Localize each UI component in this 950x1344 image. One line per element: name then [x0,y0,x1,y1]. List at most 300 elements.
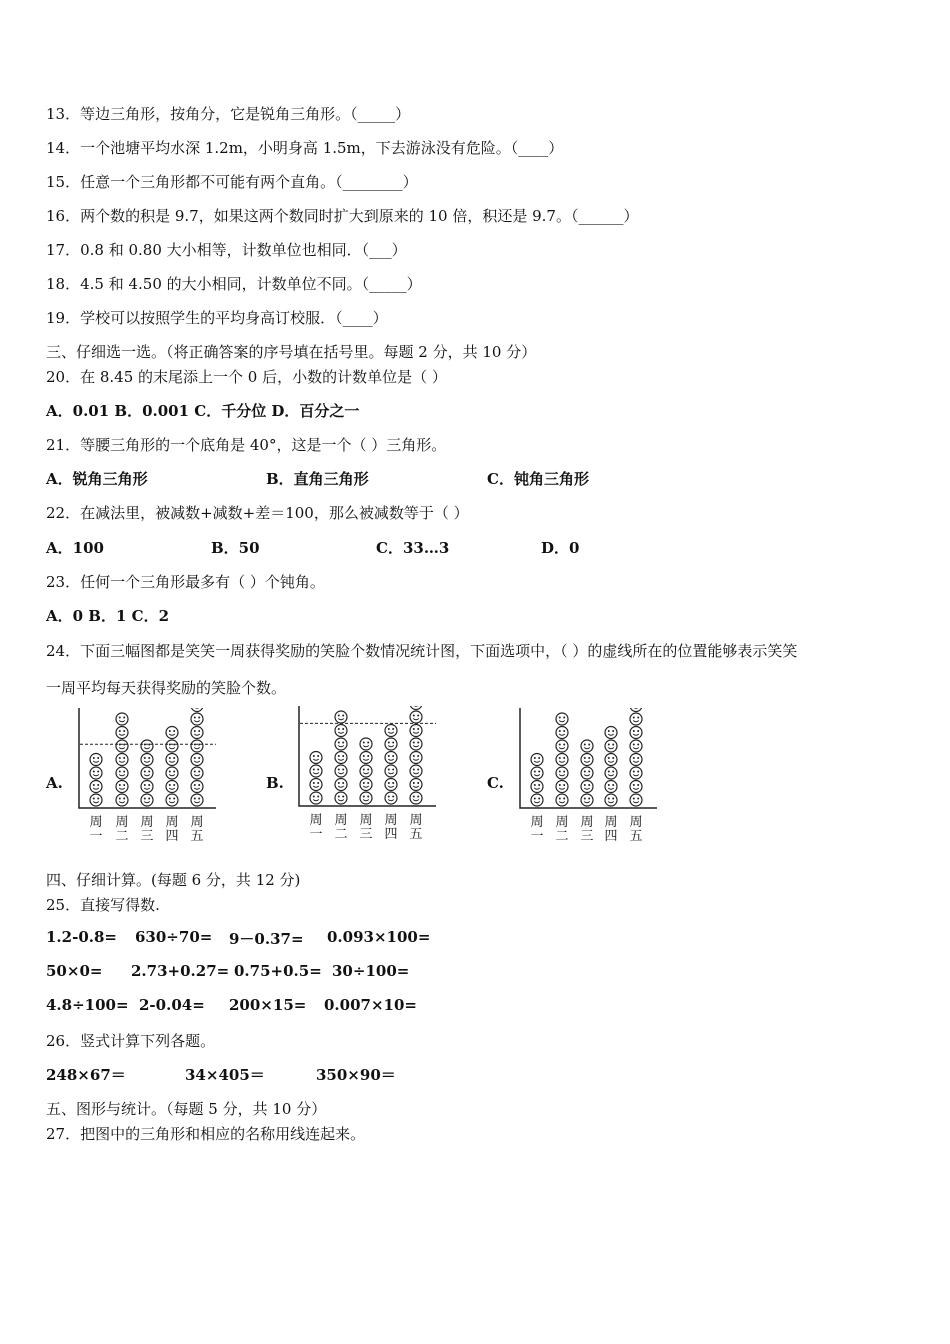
calc-item: 2.73+0.27= [131,962,230,980]
smiley-eye [559,784,561,786]
smiley-eye [534,784,536,786]
smiley-eye [342,742,344,744]
question-22-option-c: C．33…3 [376,539,450,557]
smiley-eye [148,798,150,800]
smiley-eye [388,728,390,730]
smiley-face [556,727,568,739]
smiley-eye [413,715,415,717]
smiley-eye [559,744,561,746]
smiley-eye [413,769,415,771]
smiley-eye [559,717,561,719]
smiley-face [556,794,568,806]
smiley-eye [342,715,344,717]
smiley-eye [338,769,340,771]
smiley-face [116,754,128,766]
smiley-face [605,754,617,766]
smiley-face [90,781,102,793]
smiley-eye [123,717,125,719]
smiley-face [90,754,102,766]
smiley-face [605,727,617,739]
day-label: 周 三 [140,815,154,844]
bar-周五 [630,708,642,806]
smiley-eye [198,798,200,800]
smiley-eye [363,742,365,744]
smiley-eye [633,784,635,786]
smiley-eye [612,798,614,800]
smiley-eye [338,715,340,717]
smiley-eye [563,784,565,786]
smiley-eye [148,744,150,746]
smiley-eye [97,771,99,773]
smiley-eye [559,730,561,732]
question-26: 26．竖式计算下列各题。 [46,1032,216,1050]
calc-item: 9－0.37= [229,930,304,948]
smiley-eye [194,757,196,759]
smiley-eye [588,744,590,746]
smiley-face [166,781,178,793]
smiley-eye [97,798,99,800]
smiley-face [531,767,543,779]
section-5-title: 五、图形与统计。（每题 5 分，共 10 分） [46,1100,327,1118]
smiley-eye [413,755,415,757]
smiley-face [385,779,397,791]
smiley-face [335,765,347,777]
smiley-face [191,754,203,766]
day-label: 周 一 [89,815,103,844]
smiley-eye [367,782,369,784]
calc-item: 0.007×10= [324,996,417,1014]
smiley-face [191,781,203,793]
question-24-line-1: 24．下面三幅图都是笑笑一周获得奖励的笑脸个数情况统计图，下面选项中，（ ）的虚线所在的位置能够表示笑笑 [46,642,798,660]
smiley-eye [123,744,125,746]
vertical-calc-item: 248×67＝ [46,1066,126,1084]
bar-周二 [335,711,347,804]
smiley-face [630,713,642,725]
chart-option-label: B. [266,774,284,792]
smiley-face [410,738,422,750]
smiley-eye [538,798,540,800]
smiley-eye [637,798,639,800]
smiley-eye [563,717,565,719]
smiley-eye [338,728,340,730]
smiley-eye [388,742,390,744]
smiley-face [531,754,543,766]
smiley-eye [93,757,95,759]
day-label: 周 五 [409,813,423,842]
smiley-eye [93,798,95,800]
smiley-eye [173,798,175,800]
day-label: 周 四 [384,813,398,842]
smiley-eye [169,771,171,773]
question-16: 16．两个数的积是 9.7，如果这两个数同时扩大到原来的 10 倍，积还是 9.7。（______） [46,207,639,225]
smiley-face [116,713,128,725]
smiley-face [360,752,372,764]
smiley-eye [584,798,586,800]
calc-item: 30÷100= [332,962,410,980]
smiley-eye [144,798,146,800]
smiley-face [310,792,322,804]
smiley-eye [363,755,365,757]
smiley-face [556,754,568,766]
smiley-eye [363,769,365,771]
smiley-eye [608,784,610,786]
smiley-eye [534,757,536,759]
question-19: 19．学校可以按照学生的平均身高订校服．（____） [46,309,388,327]
question-23-options: A．0 B．1 C．2 [46,607,170,625]
day-label: 周 五 [629,815,643,844]
smiley-eye [144,771,146,773]
section-3-title: 三、仔细选一选。（将正确答案的序号填在括号里。每题 2 分，共 10 分） [46,343,537,361]
chart-option-label: C. [487,774,504,792]
question-22-option-d: D．0 [541,539,580,557]
day-label: 周 二 [115,815,129,844]
smiley-eye [123,757,125,759]
question-14: 14．一个池塘平均水深 1.2m，小明身高 1.5m，下去游泳没有危险。（____） [46,139,564,157]
calc-item: 50×0= [46,962,103,980]
smiley-face [166,727,178,739]
smiley-face [360,738,372,750]
question-13: 13．等边三角形，按角分，它是锐角三角形。（_____） [46,105,411,123]
calc-item: 630÷70= [135,928,213,946]
smiley-eye [173,730,175,732]
smiley-eye [559,798,561,800]
smiley-eye [194,784,196,786]
smiley-eye [313,782,315,784]
question-17: 17．0.8 和 0.80 大小相等，计数单位也相同．（___） [46,241,407,259]
smiley-face [141,754,153,766]
vertical-calc-item: 34×405＝ [185,1066,265,1084]
smiley-face [141,794,153,806]
smiley-eye [612,771,614,773]
calc-item: 2-0.04= [139,996,205,1014]
smiley-eye [342,755,344,757]
smiley-eye [198,771,200,773]
smiley-face [531,781,543,793]
bar-周四 [385,725,397,805]
smiley-eye [363,782,365,784]
smiley-eye [608,744,610,746]
smiley-face [630,794,642,806]
bar-周三 [581,740,593,806]
question-15: 15．任意一个三角形都不可能有两个直角。（________） [46,173,418,191]
calc-item: 0.093×100= [327,928,431,946]
smiley-face [335,711,347,723]
smiley-eye [584,771,586,773]
smiley-face [605,740,617,752]
smiley-eye [93,784,95,786]
smiley-eye [612,757,614,759]
smiley-face [581,754,593,766]
smiley-eye [367,796,369,798]
smiley-eye [169,757,171,759]
smiley-chart-1 [78,708,218,810]
day-label: 周 二 [555,815,569,844]
day-label: 周 一 [309,813,323,842]
smiley-eye [123,798,125,800]
smiley-eye [413,742,415,744]
smiley-eye [608,730,610,732]
smiley-eye [633,717,635,719]
smiley-eye [633,771,635,773]
smiley-eye [119,771,121,773]
smiley-eye [363,796,365,798]
smiley-face [335,738,347,750]
smiley-eye [559,771,561,773]
calc-item: 1.2-0.8= [46,928,117,946]
question-23: 23．任何一个三角形最多有（ ）个钝角。 [46,573,325,591]
smiley-eye [148,771,150,773]
smiley-face [360,765,372,777]
smiley-eye [608,798,610,800]
question-21: 21．等腰三角形的一个底角是 40°，这是一个（ ）三角形。 [46,436,447,454]
smiley-face [581,740,593,752]
smiley-face [360,792,372,804]
question-27: 27．把图中的三角形和相应的名称用线连起来。 [46,1125,366,1143]
smiley-face [605,794,617,806]
smiley-eye [144,757,146,759]
smiley-eye [538,784,540,786]
smiley-face [556,740,568,752]
smiley-eye [584,744,586,746]
smiley-face [141,767,153,779]
smiley-face [556,781,568,793]
smiley-eye [342,728,344,730]
smiley-face [385,765,397,777]
smiley-eye [637,730,639,732]
smiley-eye [123,784,125,786]
bar-周二 [556,713,568,806]
smiley-face [630,740,642,752]
smiley-chart-2 [298,706,438,808]
smiley-face [116,727,128,739]
smiley-eye [317,755,319,757]
smiley-eye [637,771,639,773]
smiley-eye [633,744,635,746]
smiley-face [630,781,642,793]
question-22-option-b: B．50 [211,539,260,557]
smiley-face [116,767,128,779]
smiley-face [581,767,593,779]
day-label: 周 四 [165,815,179,844]
smiley-eye [194,771,196,773]
smiley-eye [338,782,340,784]
smiley-face [410,752,422,764]
smiley-face [410,765,422,777]
smiley-eye [317,769,319,771]
smiley-eye [119,784,121,786]
smiley-face [191,727,203,739]
smiley-eye [559,757,561,759]
smiley-eye [413,796,415,798]
smiley-face [116,781,128,793]
smiley-eye [367,742,369,744]
smiley-eye [342,796,344,798]
question-20: 20．在 8.45 的末尾添上一个 0 后，小数的计数单位是（ ） [46,368,447,386]
smiley-eye [97,757,99,759]
smiley-face [531,794,543,806]
smiley-eye [198,730,200,732]
smiley-face [630,754,642,766]
smiley-face [166,740,178,752]
question-20-options: A．0.01 B．0.001 C．千分位 D．百分之一 [46,402,360,420]
smiley-eye [413,782,415,784]
question-21-option-b: B．直角三角形 [266,470,369,488]
smiley-face [360,779,372,791]
smiley-eye [417,796,419,798]
bar-周三 [360,738,372,804]
day-label: 周 五 [190,815,204,844]
smiley-eye [392,742,394,744]
smiley-eye [612,744,614,746]
smiley-eye [119,730,121,732]
smiley-eye [342,782,344,784]
bar-周四 [166,727,178,807]
day-label: 周 三 [580,815,594,844]
smiley-face [166,754,178,766]
smiley-eye [417,769,419,771]
smiley-eye [417,728,419,730]
smiley-eye [637,744,639,746]
vertical-calc-item: 350×90＝ [316,1066,396,1084]
question-24-line-2: 一周平均每天获得奖励的笑脸个数。 [46,679,287,697]
smiley-eye [119,717,121,719]
chart-svg [78,708,218,810]
smiley-face [385,752,397,764]
smiley-eye [612,784,614,786]
smiley-face [141,740,153,752]
smiley-eye [123,730,125,732]
smiley-eye [637,717,639,719]
smiley-eye [388,755,390,757]
smiley-face [90,794,102,806]
smiley-eye [388,796,390,798]
smiley-eye [198,717,200,719]
smiley-face [191,740,203,752]
smiley-eye [93,771,95,773]
calc-item: 0.75+0.5= [234,962,322,980]
smiley-eye [173,771,175,773]
smiley-face [410,792,422,804]
smiley-eye [169,798,171,800]
smiley-eye [392,782,394,784]
smiley-eye [588,798,590,800]
smiley-face [116,794,128,806]
smiley-face [581,794,593,806]
smiley-face [191,767,203,779]
smiley-face [410,711,422,723]
question-25: 25．直接写得数. [46,896,160,914]
smiley-face [385,792,397,804]
smiley-eye [144,784,146,786]
smiley-eye [633,757,635,759]
smiley-eye [588,784,590,786]
smiley-face [630,767,642,779]
smiley-eye [417,782,419,784]
smiley-eye [563,771,565,773]
smiley-eye [538,771,540,773]
smiley-face [605,767,617,779]
smiley-eye [313,769,315,771]
chart-option-label: A. [46,774,63,792]
smiley-eye [388,782,390,784]
bar-周一 [90,754,102,807]
smiley-eye [563,730,565,732]
smiley-face [630,727,642,739]
smiley-eye [123,771,125,773]
smiley-eye [317,782,319,784]
smiley-chart-3 [519,708,659,810]
smiley-eye [612,730,614,732]
smiley-eye [169,784,171,786]
smiley-eye [148,784,150,786]
smiley-eye [342,769,344,771]
smiley-face [556,767,568,779]
bar-周五 [410,706,422,804]
smiley-eye [392,769,394,771]
day-label: 周 四 [604,815,618,844]
calc-item: 200×15= [229,996,307,1014]
day-label: 周 三 [359,813,373,842]
smiley-face [556,713,568,725]
section-4-title: 四、仔细计算。(每题 6 分，共 12 分) [46,871,301,889]
smiley-face [385,725,397,737]
bar-周五 [191,708,203,806]
smiley-eye [338,742,340,744]
smiley-eye [417,715,419,717]
smiley-eye [194,717,196,719]
smiley-eye [317,796,319,798]
smiley-face [335,792,347,804]
smiley-eye [313,755,315,757]
smiley-eye [534,771,536,773]
smiley-eye [563,744,565,746]
question-22-option-a: A．100 [46,539,104,557]
smiley-face [410,725,422,737]
smiley-eye [584,757,586,759]
smiley-eye [338,796,340,798]
smiley-face [410,779,422,791]
bar-周四 [605,727,617,807]
smiley-eye [173,784,175,786]
smiley-face [605,781,617,793]
smiley-face [191,713,203,725]
smiley-eye [633,798,635,800]
bar-周一 [531,754,543,807]
smiley-face [310,779,322,791]
smiley-eye [637,757,639,759]
smiley-eye [194,730,196,732]
smiley-eye [588,771,590,773]
day-label: 周 二 [334,813,348,842]
chart-svg [519,708,659,810]
smiley-face [90,767,102,779]
smiley-eye [367,755,369,757]
smiley-eye [588,757,590,759]
question-21-option-c: C．钝角三角形 [487,470,589,488]
smiley-eye [608,771,610,773]
smiley-eye [173,744,175,746]
smiley-eye [563,757,565,759]
smiley-face [581,781,593,793]
smiley-eye [538,757,540,759]
smiley-face [310,752,322,764]
question-22: 22．在减法里，被减数+减数+差＝100，那么被减数等于（ ） [46,504,469,522]
chart-svg [298,706,438,808]
smiley-face [335,752,347,764]
calc-item: 4.8÷100= [46,996,129,1014]
question-21-option-a: A．锐角三角形 [46,470,148,488]
smiley-eye [637,784,639,786]
